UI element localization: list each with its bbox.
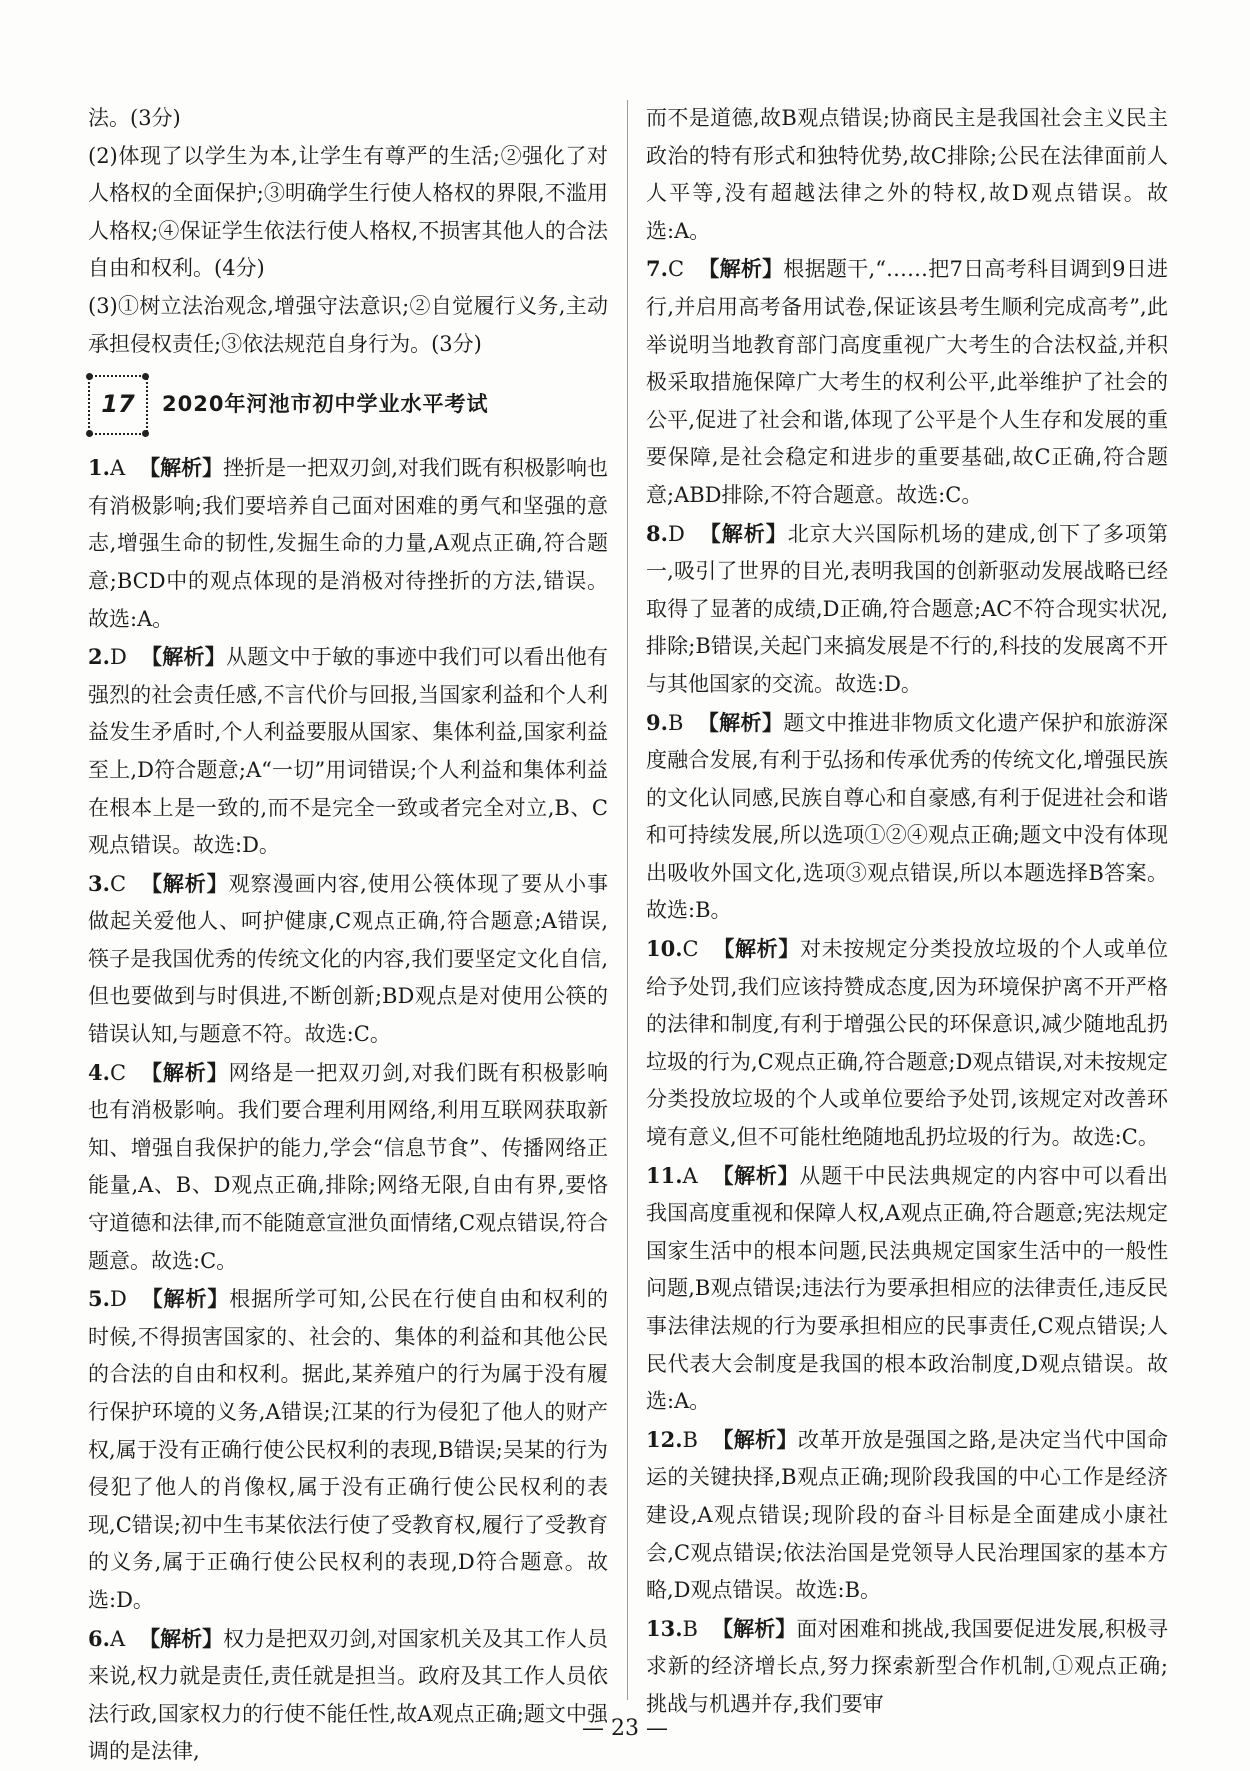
section-title: 2020年河池市初中学业水平考试 xyxy=(162,392,489,417)
answer-choice: C xyxy=(109,871,127,896)
answer-choice: A xyxy=(109,1626,126,1651)
carryover-line: 法。(3分) xyxy=(88,106,181,130)
answer-item xyxy=(88,1054,608,1281)
answer-item xyxy=(88,449,608,638)
answer-text: 对未按规定分类投放垃圾的个人或单位给予处罚,我们应该持赞成态度,因为环境保护离不开严格的法律和制度,有利于增强公民的环保意识,减少随地乱扔垃圾的行为,C观点正确,符合题意;D观点错误,对未按规定分类投放垃圾的个人或单位要给予处罚,该规定对改善环境有意义,但不可能杜绝随地乱扔垃圾的行为。故选:C。 xyxy=(646,937,1169,1150)
analysis-tag: 【解析】 xyxy=(140,644,226,670)
analysis-tag: 【解析】 xyxy=(140,1059,229,1085)
answer-number: 10. xyxy=(646,936,683,962)
answer-choice: B xyxy=(682,1427,698,1452)
answer-item xyxy=(88,1280,608,1619)
answer-text: 面对困难和挑战,我国要促进发展,积极寻求新的经济增长点,努力探索新型合作机制,①观点正确;挑战与机遇并存,我们要审 xyxy=(646,1616,1169,1716)
answer-number: 3. xyxy=(88,870,110,896)
answer-text: 观察漫画内容,使用公筷体现了要从小事做起关爱他人、呵护健康,C观点正确,符合题意;A错误,筷子是我国优秀的传统文化的内容,我们要坚定文化自信,但也要做到与时俱进,不断创新;BD观点是对使用公筷的错误认知,与题意不符。故选:C。 xyxy=(88,871,608,1047)
answer-choice: A xyxy=(109,456,126,481)
answer-choice: B xyxy=(682,1616,698,1641)
analysis-tag: 【解析】 xyxy=(697,709,784,735)
analysis-tag: 【解析】 xyxy=(139,455,224,481)
answer-text: 挫折是一把双刃剑,对我们既有积极影响也有消极影响;我们要培养自己面对困难的勇气和坚强的意志,增强生命的韧性,发掘生命的力量,A观点正确,符合题意;BCD中的观点体现的是消极对待挫折的方法,错误。故选:A。 xyxy=(88,456,608,631)
answer-number: 13. xyxy=(646,1615,683,1641)
right-column xyxy=(646,100,1168,1724)
analysis-tag: 【解析】 xyxy=(698,520,788,546)
answer-item xyxy=(646,515,1168,704)
answer-choice: C xyxy=(682,937,699,962)
answer-item xyxy=(646,1610,1168,1724)
answer-text: 从题文中于敏的事迹中我们可以看出他有强烈的社会责任感,不言代价与回报,当国家利益和个人利益发生矛盾时,个人利益要服从国家、集体利益,国家利益至上,D符合题意;A“一切”用词错误;个人利益和集体利益在根本上是一致的,而不是完全一致或者完全对立,B、C观点错误。故选:D。 xyxy=(88,645,608,858)
answer-part-2: (2)体现了以学生为本,让学生有尊严的生活;②强化了对人格权的全面保护;③明确学生行使人格权的界限,不滥用人格权;④保证学生依法行使人格权,不损害其他人的合法自由和权利。(4分) xyxy=(88,143,608,281)
answer-number: 5. xyxy=(88,1286,110,1312)
answer-item xyxy=(88,1620,608,1771)
answer-item xyxy=(646,930,1168,1157)
left-column xyxy=(88,100,608,1771)
answer-choice: C xyxy=(667,257,685,282)
answer-number: 1. xyxy=(88,455,110,481)
answer-number: 8. xyxy=(646,520,668,546)
analysis-tag: 【解析】 xyxy=(711,1426,798,1452)
answer-number: 12. xyxy=(646,1426,683,1452)
analysis-tag: 【解析】 xyxy=(140,1286,230,1312)
page-number: — 23 — xyxy=(582,1716,668,1741)
answer-choice: C xyxy=(109,1060,127,1085)
answer-text: 网络是一把双刃剑,对我们既有积极影响也有消极影响。我们要合理利用网络,利用互联网获取新知、增强自我保护的能力,学会“信息节食”、传播网络正能量,A、B、D观点正确,排除;网络无限,自由有界,要恪守道德和法律,而不能随意宣泄负面情绪,C观点错误,符合题意。故选:C。 xyxy=(88,1060,608,1273)
answer-text: 根据所学可知,公民在行使自由和权利的时候,不得损害国家的、社会的、集体的利益和其他公民的合法的自由和权利。据此,某养殖户的行为属于没有履行保护环境的义务,A错误;江某的行为侵犯了他人的财产权,属于没有正确行使公民权利的表现,B错误;吴某的行为侵犯了他人的肖像权,属于没有正确行使公民权利的表现,C错误;初中生韦某依法行使了受教育权,履行了受教育的义务,属于正确行使公民权利的表现,D符合题意。故选:D。 xyxy=(88,1287,609,1612)
analysis-tag: 【解析】 xyxy=(711,1615,797,1641)
column-divider xyxy=(627,100,628,1700)
answer-number: 2. xyxy=(88,644,110,670)
answer-part-3: (3)①树立法治观念,增强守法意识;②自觉履行义务,主动承担侵权责任;③依法规范自身行为。(3分) xyxy=(88,293,608,356)
analysis-tag: 【解析】 xyxy=(139,1625,224,1651)
answer-continuation: 而不是道德,故B观点错误;协商民主是我国社会主义民主政治的特有形式和独特优势,故C排除;公民在法律面前人人平等,没有超越法律之外的特权,故D观点错误。故选:A。 xyxy=(646,106,1168,243)
answer-text: 根据题干,“……把7日高考科目调到9日进行,并启用高考备用试卷,保证该县考生顺利完成高考”,此举说明当地教育部门高度重视广大考生的合法权益,并积极采取措施保障广大考生的权利公平,此举维护了社会的公平,促进了社会和谐,体现了公平是个人生存和发展的重要保障,是社会稳定和进步的重要基础,故C正确,符合题意;ABD排除,不符合题意。故选:C。 xyxy=(646,257,1169,507)
answer-text: 从题干中民法典规定的内容中可以看出我国高度重视和保障人权,A观点正确,符合题意;宪法规定国家生活中的根本问题,民法典规定国家生活中的一般性问题,B观点错误;违法行为要承担相应的法律责任,违反民事法律法规的行为要承担相应的民事责任,C观点错误;人民代表大会制度是我国的根本政治制度,D观点错误。故选:A。 xyxy=(646,1163,1169,1414)
answer-item xyxy=(88,865,608,1054)
answer-choice: A xyxy=(682,1163,698,1188)
section-number: 17 xyxy=(101,390,135,419)
answer-item xyxy=(646,250,1168,514)
analysis-tag: 【解析】 xyxy=(140,870,229,896)
answer-choice: D xyxy=(109,1287,127,1312)
answer-number: 4. xyxy=(88,1059,110,1085)
answer-text: 权力是把双刃剑,对国家机关及其工作人员来说,权力就是责任,责任就是担当。政府及其工作人员依法行政,国家权力的行使不能任性,故A观点正确;题文中强调的是法律, xyxy=(88,1626,608,1764)
section-number-badge xyxy=(88,375,148,435)
answer-choice: B xyxy=(667,710,684,735)
answer-choice: D xyxy=(109,645,127,670)
analysis-tag: 【解析】 xyxy=(711,1162,800,1188)
answer-number: 6. xyxy=(88,1625,110,1651)
answer-text: 题文中推进非物质文化遗产保护和旅游深度融合发展,有利于弘扬和传承优秀的传统文化,增强民族的文化认同感,民族自尊心和自豪感,有利于促进社会和谐和可持续发展,所以选项①②④观点正确;题文中没有体现出吸收外国文化,选项③观点错误,所以本题选择B答案。故选:B。 xyxy=(646,710,1169,923)
answer-number: 9. xyxy=(646,709,668,735)
answer-choice: D xyxy=(667,521,685,546)
answer-number: 7. xyxy=(646,256,668,282)
answer-item xyxy=(646,1157,1168,1421)
answer-item xyxy=(646,704,1168,931)
answer-item xyxy=(646,1421,1168,1610)
answer-text: 北京大兴国际机场的建成,创下了多项第一,吸引了世界的目光,表明我国的创新驱动发展战略已经取得了显著的成绩,D正确,符合题意;AC不符合现实状况,排除;B错误,关起门来搞发展是不行的,科技的发展离不开与其他国家的交流。故选:D。 xyxy=(646,521,1168,696)
analysis-tag: 【解析】 xyxy=(698,256,784,282)
section-header xyxy=(88,373,608,437)
answer-item xyxy=(88,638,608,865)
answer-text: 改革开放是强国之路,是决定当代中国命运的关键抉择,B观点正确;现阶段我国的中心工作是经济建设,A观点错误;现阶段的奋斗目标是全面建成小康社会,C观点错误;依法治国是党领导人民治理国家的基本方略,D观点错误。故选:B。 xyxy=(646,1427,1168,1603)
analysis-tag: 【解析】 xyxy=(712,936,801,962)
answer-number: 11. xyxy=(646,1162,683,1188)
